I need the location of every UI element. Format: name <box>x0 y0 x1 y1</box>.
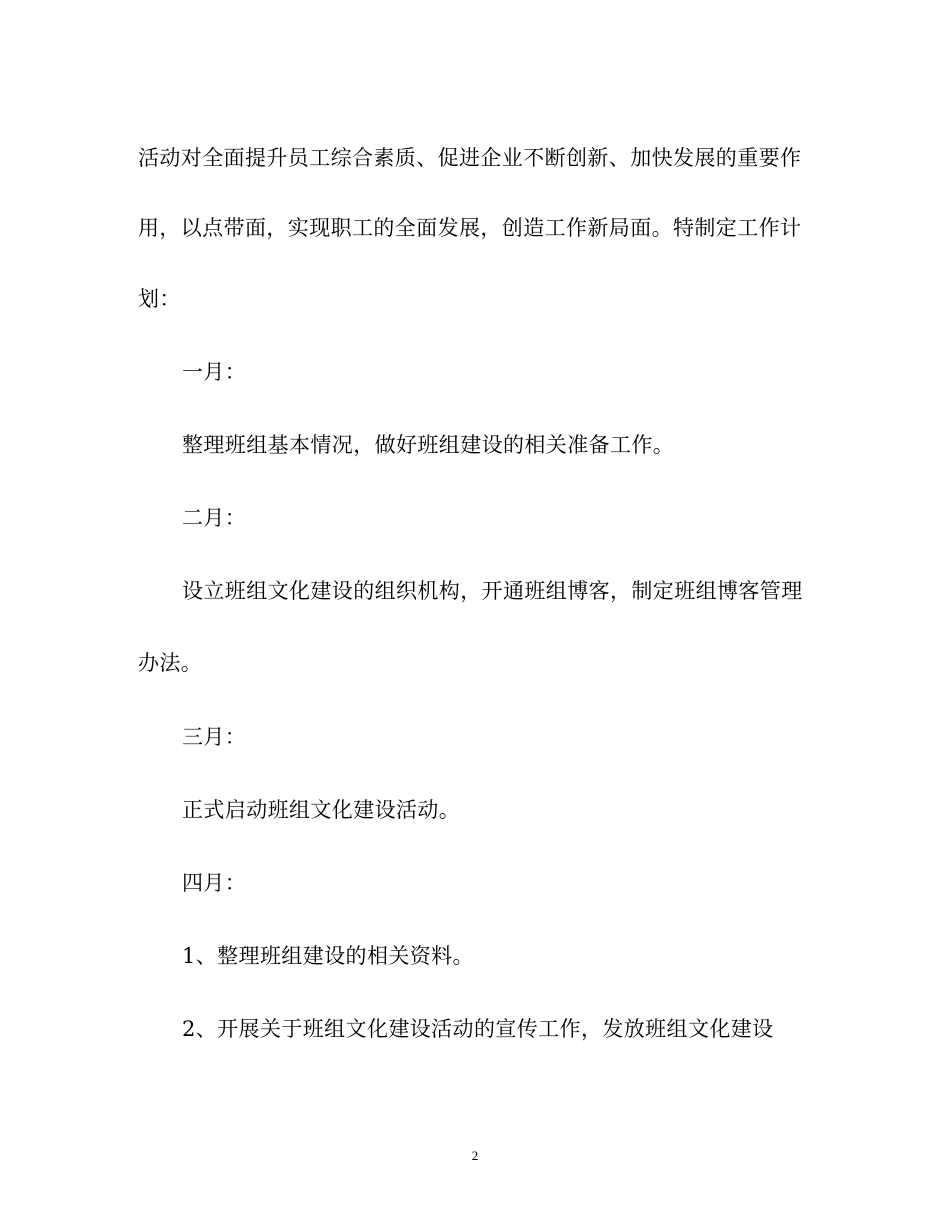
month-heading-march: 三月： <box>182 725 247 749</box>
april-task-1: 1、整理班组建设的相关资料。 <box>182 944 474 968</box>
paragraph-line-1: 活动对全面提升员工综合素质、促进企业不断创新、加快发展的重要作 <box>138 146 802 170</box>
page-number: 2 <box>471 1148 479 1163</box>
february-task-line-1: 设立班组文化建设的组织机构，开通班组博客，制定班组博客管理 <box>182 579 803 603</box>
paragraph-line-2: 用，以点带面，实现职工的全面发展，创造工作新局面。特制定工作计 <box>138 216 802 240</box>
paragraph-line-3: 划： <box>138 287 181 311</box>
april-task-2: 2、开展关于班组文化建设活动的宣传工作，发放班组文化建设 <box>182 1017 774 1041</box>
month-heading-february: 二月： <box>182 506 247 530</box>
march-task: 正式启动班组文化建设活动。 <box>182 798 461 822</box>
january-task: 整理班组基本情况，做好班组建设的相关准备工作。 <box>182 433 675 457</box>
month-heading-january: 一月： <box>182 360 247 384</box>
february-task-line-2: 办法。 <box>138 651 203 675</box>
month-heading-april: 四月： <box>182 871 247 895</box>
